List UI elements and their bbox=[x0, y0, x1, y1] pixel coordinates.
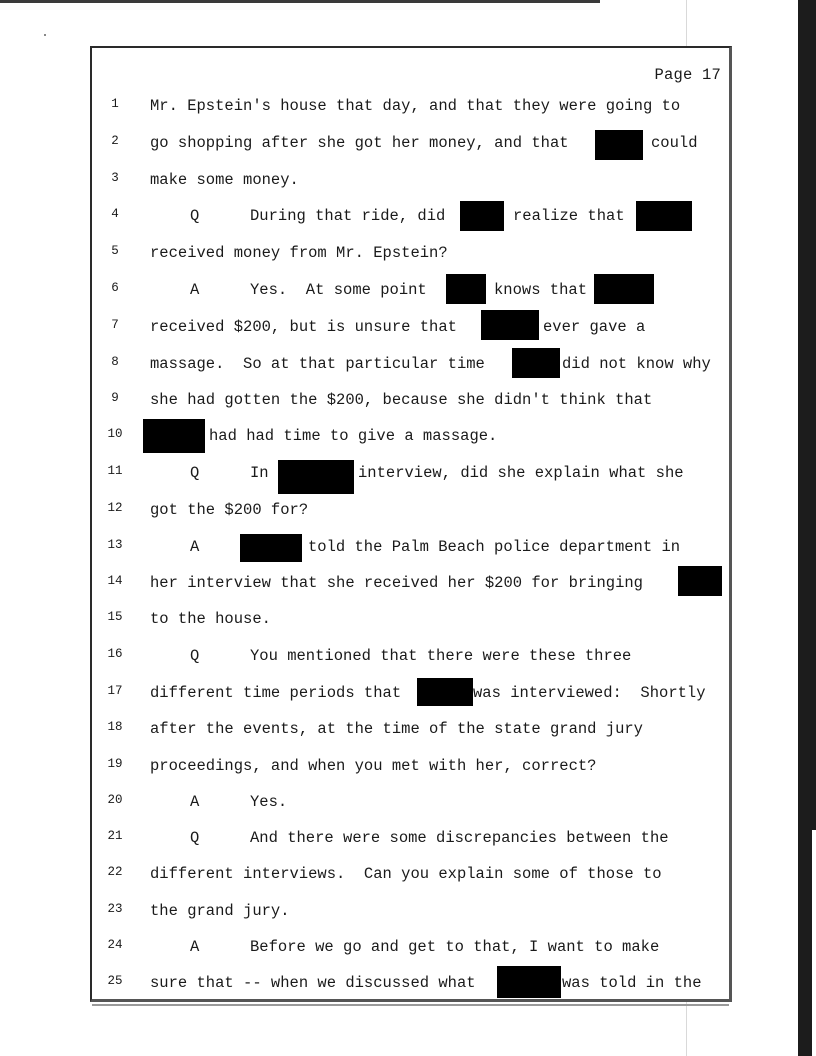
line-number: 23 bbox=[107, 902, 123, 916]
line-number: 2 bbox=[111, 134, 119, 148]
line-text: told the Palm Beach police department in bbox=[308, 538, 681, 556]
speaker-label: A bbox=[190, 938, 200, 956]
redaction-box bbox=[595, 130, 643, 160]
scan-artifact-line bbox=[686, 0, 687, 48]
speaker-label: Q bbox=[190, 647, 200, 665]
transcript-line bbox=[92, 242, 734, 264]
line-number: 17 bbox=[107, 684, 123, 698]
line-number: 22 bbox=[107, 865, 123, 879]
line-number: 8 bbox=[111, 355, 119, 369]
transcript-line bbox=[92, 608, 734, 630]
transcript-line bbox=[92, 718, 734, 740]
line-text: had had time to give a massage. bbox=[209, 427, 498, 445]
line-number: 4 bbox=[111, 207, 119, 221]
transcript-line bbox=[92, 900, 734, 922]
speaker-label: A bbox=[190, 281, 200, 299]
line-text: During that ride, did bbox=[250, 207, 446, 225]
transcript-line bbox=[92, 279, 734, 301]
line-text: You mentioned that there were these three bbox=[250, 647, 632, 665]
line-text: make some money. bbox=[150, 171, 299, 189]
transcript-line bbox=[92, 791, 734, 813]
line-number: 14 bbox=[107, 574, 123, 588]
speaker-label: Q bbox=[190, 207, 200, 225]
transcript-line bbox=[92, 316, 734, 338]
line-text: different time periods that bbox=[150, 684, 402, 702]
transcript-line bbox=[92, 205, 734, 227]
transcript-line bbox=[92, 169, 734, 191]
speaker-label: A bbox=[190, 793, 200, 811]
scan-artifact-line bbox=[686, 1002, 687, 1056]
line-number: 6 bbox=[111, 281, 119, 295]
transcript-line bbox=[92, 755, 734, 777]
scan-edge-right-gap bbox=[812, 830, 816, 1056]
line-text: different interviews. Can you explain some of those to bbox=[150, 865, 662, 883]
line-number: 5 bbox=[111, 244, 119, 258]
speaker-label: Q bbox=[190, 829, 200, 847]
transcript-line bbox=[92, 827, 734, 849]
redaction-box bbox=[240, 534, 302, 562]
transcript-line bbox=[92, 462, 734, 484]
line-number: 12 bbox=[107, 501, 123, 515]
scan-edge-top bbox=[0, 0, 600, 3]
scan-speck bbox=[44, 34, 46, 36]
line-text: received money from Mr. Epstein? bbox=[150, 244, 448, 262]
redaction-box bbox=[678, 566, 722, 596]
line-text: Before we go and get to that, I want to make bbox=[250, 938, 660, 956]
line-number: 11 bbox=[107, 464, 123, 478]
transcript-line bbox=[92, 936, 734, 958]
line-text: Yes. At some point bbox=[250, 281, 427, 299]
transcript-line bbox=[92, 499, 734, 521]
line-text: realize that bbox=[513, 207, 625, 225]
line-text: got the $200 for? bbox=[150, 501, 309, 519]
redaction-box bbox=[594, 274, 654, 304]
line-text: proceedings, and when you met with her, correct? bbox=[150, 757, 597, 775]
line-text: the grand jury. bbox=[150, 902, 290, 920]
transcript-line bbox=[92, 425, 734, 447]
transcript-line bbox=[92, 95, 734, 117]
transcript-line bbox=[92, 572, 734, 594]
line-text: ever gave a bbox=[543, 318, 646, 336]
line-number: 25 bbox=[107, 974, 123, 988]
line-number: 9 bbox=[111, 391, 119, 405]
line-number: 15 bbox=[107, 610, 123, 624]
line-number: 19 bbox=[107, 757, 123, 771]
redaction-box bbox=[460, 201, 504, 231]
line-number: 21 bbox=[107, 829, 123, 843]
line-text: interview, did she explain what she bbox=[358, 464, 684, 482]
redaction-box bbox=[497, 966, 561, 998]
line-text: go shopping after she got her money, and that bbox=[150, 134, 569, 152]
line-text: did not know why bbox=[562, 355, 711, 373]
transcript-line bbox=[92, 645, 734, 667]
transcript-page bbox=[90, 46, 732, 1002]
transcript-line bbox=[92, 863, 734, 885]
line-text: she had gotten the $200, because she didn't think that bbox=[150, 391, 653, 409]
line-text: after the events, at the time of the state grand jury bbox=[150, 720, 643, 738]
speaker-label: Q bbox=[190, 464, 200, 482]
transcript-line bbox=[92, 682, 734, 704]
line-text: received $200, but is unsure that bbox=[150, 318, 457, 336]
line-number: 10 bbox=[107, 427, 123, 441]
line-text: sure that -- when we discussed what bbox=[150, 974, 476, 992]
transcript-line bbox=[92, 536, 734, 558]
page-number: Page 17 bbox=[654, 66, 721, 84]
line-number: 1 bbox=[111, 97, 119, 111]
line-text: Mr. Epstein's house that day, and that they were going to bbox=[150, 97, 681, 115]
line-text: was interviewed: Shortly bbox=[473, 684, 706, 702]
line-text: knows that bbox=[494, 281, 588, 299]
line-number: 13 bbox=[107, 538, 123, 552]
redaction-box bbox=[481, 310, 539, 340]
line-text: massage. So at that particular time bbox=[150, 355, 485, 373]
transcript-line bbox=[92, 132, 734, 154]
line-number: 7 bbox=[111, 318, 119, 332]
line-number: 3 bbox=[111, 171, 119, 185]
line-number: 16 bbox=[107, 647, 123, 661]
redaction-box bbox=[417, 678, 473, 706]
line-text: Yes. bbox=[250, 793, 288, 811]
redaction-box bbox=[446, 274, 486, 304]
line-text: In bbox=[250, 464, 269, 482]
redaction-box bbox=[636, 201, 692, 231]
transcript-line bbox=[92, 353, 734, 375]
transcript-line bbox=[92, 972, 734, 994]
transcript-line bbox=[92, 389, 734, 411]
line-number: 18 bbox=[107, 720, 123, 734]
line-text: her interview that she received her $200 for bringing bbox=[150, 574, 643, 592]
line-text: to the house. bbox=[150, 610, 271, 628]
line-text: could bbox=[651, 134, 698, 152]
line-text: was told in the bbox=[562, 974, 702, 992]
line-number: 20 bbox=[107, 793, 123, 807]
speaker-label: A bbox=[190, 538, 200, 556]
line-number: 24 bbox=[107, 938, 123, 952]
redaction-box bbox=[512, 348, 560, 378]
redaction-box bbox=[278, 460, 354, 494]
redaction-box bbox=[143, 419, 205, 453]
line-text: And there were some discrepancies between the bbox=[250, 829, 669, 847]
